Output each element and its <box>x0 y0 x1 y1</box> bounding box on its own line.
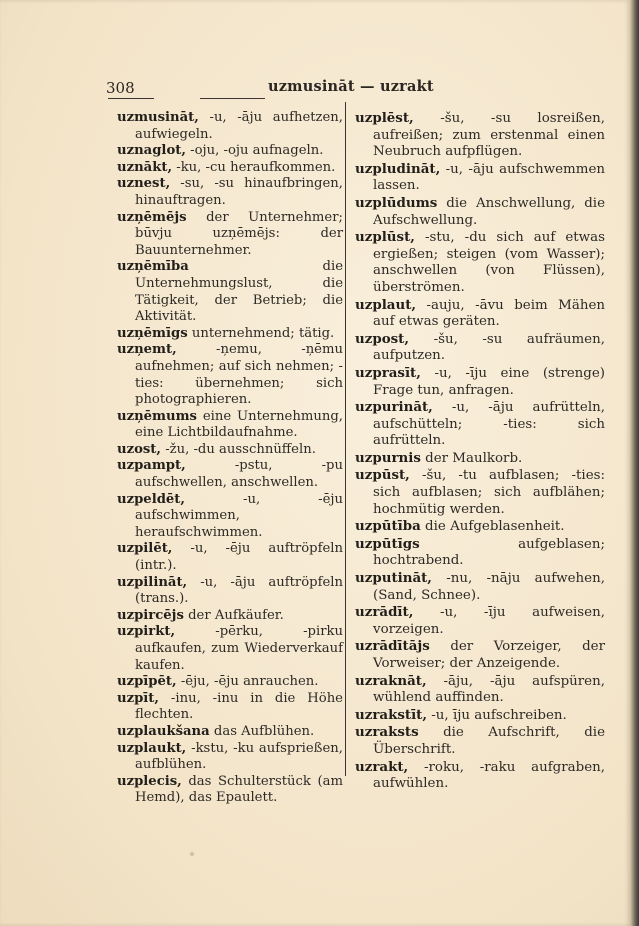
dictionary-entry <box>117 624 343 674</box>
entry-definition: -u, -āju auftröpfeln (trans.). <box>135 574 343 607</box>
dictionary-entry <box>355 195 605 229</box>
dictionary-entry <box>117 575 343 608</box>
dictionary-entry <box>117 110 343 143</box>
right-column <box>355 110 605 793</box>
entry-headword: uzraknāt, <box>355 672 427 689</box>
page-number: 308 <box>106 79 135 97</box>
entry-headword: uzpircējs <box>117 607 184 623</box>
dictionary-entry <box>117 608 343 625</box>
dictionary-entry <box>355 331 605 365</box>
entry-definition: -kstu, -ku aufsprießen, aufblühen. <box>135 740 343 773</box>
dictionary-entry <box>117 724 343 741</box>
entry-definition: -u, -āju aufrütteln, aufschütteln; -ties: sich aufrütteln. <box>373 400 605 449</box>
paper-smudge <box>190 852 194 856</box>
entry-headword: uzpūst, <box>355 467 410 484</box>
entry-headword: uzpilēt, <box>117 541 173 557</box>
entry-headword: uzpurināt, <box>355 399 433 416</box>
entry-headword: uzplaukt, <box>117 740 187 756</box>
entry-headword: uzpūtība <box>355 518 421 535</box>
entry-headword: uzņemt, <box>117 342 177 358</box>
entry-headword: uzpūtīgs <box>355 535 420 552</box>
entry-headword: uzplaukšana <box>117 723 210 739</box>
page-edge-shadow <box>630 0 639 926</box>
dictionary-entry <box>355 297 605 331</box>
dictionary-entry <box>117 674 343 691</box>
entry-definition: -šu, -tu aufblasen; -ties: sich aufblasen; sich aufblähen; hochmütig werden. <box>373 468 605 517</box>
dictionary-entry <box>355 229 605 296</box>
entry-definition: der Aufkäufer. <box>188 607 284 623</box>
entry-headword: uzrādīt, <box>355 604 414 621</box>
entry-definition: -žu, -du ausschnüffeln. <box>165 441 316 457</box>
entry-headword: uzņēmējs <box>117 209 187 225</box>
entry-definition: die Aufgeblasenheit. <box>425 519 565 535</box>
entry-definition: -nu, -nāju aufwehen, (Sand, Schnee). <box>373 571 605 603</box>
dictionary-entry <box>117 741 343 774</box>
entry-headword: uzputināt, <box>355 570 432 587</box>
dictionary-entry <box>355 110 605 161</box>
entry-definition: aufgeblasen; hochtrabend. <box>373 536 605 569</box>
left-column <box>117 110 343 807</box>
dictionary-entry <box>355 707 605 725</box>
dictionary-entry <box>355 365 605 399</box>
header-rule-middle <box>200 98 265 99</box>
entry-definition: -roku, -raku aufgraben, aufwühlen. <box>373 759 605 792</box>
entry-headword: uzpurnis <box>355 449 421 466</box>
entry-definition: das Schulterstück (am Hemd), das Epaulett. <box>135 773 343 806</box>
dictionary-entry <box>117 160 343 177</box>
dictionary-entry <box>355 570 605 604</box>
dictionary-entry <box>355 161 605 195</box>
entry-headword: uzrakstīt, <box>355 706 428 723</box>
entry-definition: der Vorzeiger, der Vorweiser; der Anzeigende. <box>373 639 605 671</box>
entry-headword: uzņēmīgs <box>117 325 188 341</box>
entry-headword: uzpampt, <box>117 458 186 474</box>
entry-definition: -stu, -du sich auf etwas ergießen; steigen (vom Wasser); anschwellen (von Flüssen), überströmen. <box>373 230 605 295</box>
dictionary-entry <box>117 143 343 160</box>
entry-definition: unternehmend; tätig. <box>191 325 335 341</box>
entry-definition: -u, īju aufschreiben. <box>431 707 567 723</box>
entry-headword: uzmusināt, <box>117 110 199 125</box>
dictionary-entry <box>355 467 605 518</box>
entry-definition: -pērku, -pirku aufkaufen, zum Wiederverkauf kaufen. <box>135 624 343 673</box>
entry-definition: -ku, -cu heraufkommen. <box>176 159 336 175</box>
entry-definition: die Aufschrift, die Überschrift. <box>373 725 605 757</box>
entry-definition: -šu, -su losreißen, aufreißen; zum erstenmal einen Neubruch aufpflügen. <box>373 111 605 160</box>
entry-headword: uzņēmība <box>117 259 189 275</box>
entry-headword: uzpīt, <box>117 690 159 706</box>
entry-definition: -u, -īju eine (strenge) Frage tun, anfragen. <box>373 365 605 398</box>
entry-definition: -u, -ēju auftröpfeln (intr.). <box>135 541 343 574</box>
dictionary-entry <box>355 536 605 570</box>
dictionary-entry <box>355 518 605 536</box>
entry-headword: uzraksts <box>355 724 419 741</box>
header-rule-left <box>108 98 154 99</box>
entry-headword: uzplēst, <box>355 110 414 126</box>
entry-definition: -u, -īju aufweisen, vorzeigen. <box>373 605 605 637</box>
entry-definition: eine Unternehmung, eine Lichtbildaufnahme. <box>135 408 343 441</box>
entry-headword: uzrādītājs <box>355 638 430 655</box>
entry-definition: -āju, -āju aufspüren, wühlend auffinden. <box>373 673 605 706</box>
entry-headword: uzplaut, <box>355 296 417 313</box>
entry-definition: -ņemu, -ņēmu aufnehmen; auf sich nehmen; -ties: übernehmen; sich photographieren. <box>135 342 343 408</box>
entry-headword: uzplūst, <box>355 229 415 246</box>
dictionary-entry <box>117 259 343 325</box>
entry-definition: -u, -āju aufhetzen, aufwiegeln. <box>135 110 343 142</box>
entry-headword: uzpost, <box>355 330 410 347</box>
entry-headword: uzrakt, <box>355 758 409 775</box>
dictionary-entry <box>117 176 343 209</box>
dictionary-entry <box>355 638 605 672</box>
dictionary-entry <box>117 492 343 542</box>
entry-headword: uzpludināt, <box>355 160 441 177</box>
dictionary-entry <box>117 326 343 343</box>
entry-headword: uzost, <box>117 441 161 457</box>
entry-definition: der Maulkorb. <box>425 450 523 466</box>
entry-definition: -u, -āju aufschwemmen lassen. <box>373 161 605 194</box>
dictionary-entry <box>117 442 343 459</box>
dictionary-entry <box>117 409 343 442</box>
entry-definition: -šu, -su aufräumen, aufputzen. <box>373 331 605 364</box>
dictionary-entry <box>355 673 605 707</box>
entry-definition: -su, -su hinaufbringen, hinauftragen. <box>135 176 343 208</box>
entry-headword: uznest, <box>117 176 171 192</box>
entry-headword: uzprasīt, <box>355 364 421 381</box>
dictionary-entry <box>355 604 605 638</box>
running-head: uzmusināt — uzrakt <box>268 78 434 95</box>
page-header <box>106 79 602 99</box>
entry-definition: -auju, -āvu beim Mähen auf etwas geräten. <box>373 297 605 330</box>
dictionary-entry <box>117 342 343 408</box>
entry-headword: uzpīpēt, <box>117 674 177 690</box>
entry-definition: -pstu, -pu aufschwellen, anschwellen. <box>135 458 343 491</box>
dictionary-entry <box>117 210 343 260</box>
entry-headword: uzpeldēt, <box>117 491 185 507</box>
dictionary-entry <box>355 759 605 793</box>
entry-definition: -oju, -oju aufnageln. <box>190 143 324 159</box>
entry-definition: die Unternehmungslust, die Tätigkeit, der Betrieb; die Aktivität. <box>135 259 343 325</box>
entry-headword: uzpilināt, <box>117 574 188 590</box>
dictionary-entry <box>355 724 605 758</box>
entry-headword: uzņēmums <box>117 408 197 424</box>
entry-headword: uzplūdums <box>355 194 438 211</box>
dictionary-entry <box>117 691 343 724</box>
entry-definition: -u, -ēju aufschwimmen, heraufschwimmen. <box>135 491 343 540</box>
dictionary-entry <box>117 541 343 574</box>
column-divider <box>345 102 346 776</box>
dictionary-entry <box>117 458 343 491</box>
entry-definition: -inu, -inu in die Höhe flechten. <box>135 690 343 723</box>
entry-headword: uznaglot, <box>117 143 186 159</box>
entry-headword: uznākt, <box>117 159 173 175</box>
dictionary-entry <box>117 774 343 807</box>
entry-definition: das Aufblühen. <box>213 723 315 739</box>
entry-definition: die Anschwellung, die Aufschwellung. <box>373 195 606 228</box>
entry-headword: uzplecis, <box>117 773 182 789</box>
entry-headword: uzpirkt, <box>117 624 176 640</box>
dictionary-entry <box>355 399 605 450</box>
entry-definition: -ēju, -ēju anrauchen. <box>180 674 319 690</box>
dictionary-entry <box>355 450 605 468</box>
entry-definition: der Unternehmer; būvju uzņēmējs: der Bauunternehmer. <box>135 209 343 258</box>
